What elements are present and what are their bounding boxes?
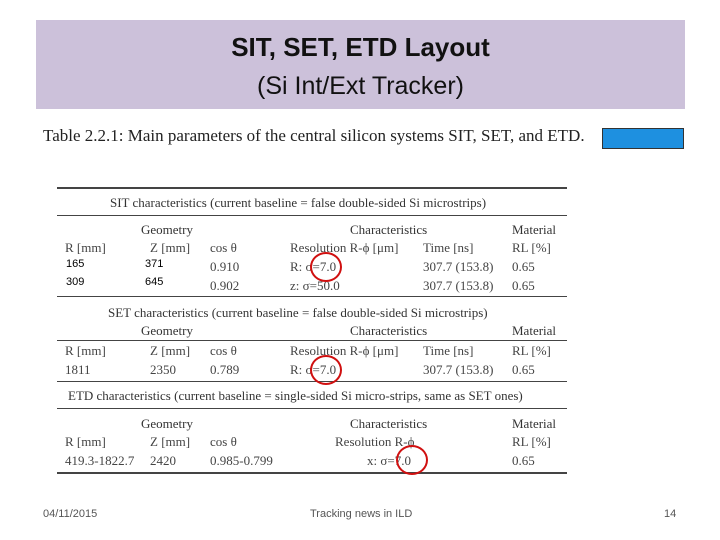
set-row1-z: 2350 (150, 362, 176, 377)
set-group-geometry: Geometry (141, 323, 193, 338)
sit-row2-res: z: σ=50.0 (290, 278, 340, 293)
sit-row2-rl: 0.65 (512, 278, 535, 293)
set-col-time: Time [ns] (423, 343, 474, 358)
table-caption: Table 2.2.1: Main parameters of the central silicon systems SIT, SET, and ETD. (43, 126, 585, 145)
highlight-circle-etd (396, 445, 428, 475)
table-rule (57, 340, 567, 341)
sit-row2-r: 309 (66, 276, 85, 288)
highlight-circle-set (310, 355, 342, 385)
highlight-box (602, 128, 684, 149)
slide-subtitle: (Si Int/Ext Tracker) (257, 72, 464, 100)
etd-col-r: R [mm] (65, 434, 106, 449)
set-col-rl: RL [%] (512, 343, 551, 358)
sit-col-cos: cos θ (210, 240, 237, 255)
etd-col-z: Z [mm] (150, 434, 191, 449)
etd-group-characteristics: Characteristics (350, 416, 428, 431)
etd-heading: ETD characteristics (current baseline = single-sided Si micro-strips, same as SET ones) (68, 388, 523, 403)
footer-date: 04/11/2015 (43, 508, 98, 520)
slide-title: SIT, SET, ETD Layout (231, 32, 490, 62)
set-col-z: Z [mm] (150, 343, 191, 358)
set-col-r: R [mm] (65, 343, 106, 358)
sit-heading: SIT characteristics (current baseline = false double-sided Si microstrips) (110, 195, 487, 210)
set-col-cos: cos θ (210, 343, 237, 358)
table-rule (57, 381, 567, 382)
table-rule (57, 296, 567, 297)
sit-col-resolution: Resolution R-ϕ [μm] (290, 240, 399, 255)
etd-col-cos: cos θ (210, 434, 237, 449)
sit-col-z: Z [mm] (150, 240, 191, 255)
set-heading: SET characteristics (current baseline = false double-sided Si microstrips) (108, 305, 488, 320)
etd-col-rl: RL [%] (512, 434, 551, 449)
sit-col-time: Time [ns] (423, 240, 474, 255)
footer-title: Tracking news in ILD (310, 508, 413, 520)
etd-group-geometry: Geometry (141, 416, 193, 431)
set-row1-rl: 0.65 (512, 362, 535, 377)
table-rule (57, 408, 567, 409)
set-col-resolution: Resolution R-ϕ [μm] (290, 343, 399, 358)
sit-col-rl: RL [%] (512, 240, 551, 255)
sit-row1-time: 307.7 (153.8) (423, 259, 494, 274)
table-rule (57, 215, 567, 216)
set-row1-res: R: σ=7.0 (290, 362, 337, 377)
etd-row1-cos: 0.985-0.799 (210, 453, 273, 468)
slide-title-band (36, 20, 685, 109)
etd-row1-res: x: σ=7.0 (367, 453, 411, 468)
set-group-characteristics: Characteristics (350, 323, 428, 338)
sit-row2-z: 645 (145, 276, 164, 288)
sit-group-geometry: Geometry (141, 222, 193, 237)
etd-row1-r: 419.3-1822.7 (65, 453, 135, 468)
set-row1-time: 307.7 (153.8) (423, 362, 494, 377)
etd-row1-z: 2420 (150, 453, 176, 468)
etd-group-material: Material (512, 416, 557, 431)
etd-row1-rl: 0.65 (512, 453, 535, 468)
set-group-material: Material (512, 323, 557, 338)
sit-col-r: R [mm] (65, 240, 106, 255)
set-row1-cos: 0.789 (210, 362, 240, 377)
table-rule-top (57, 187, 567, 189)
highlight-circle-sit (310, 252, 342, 282)
sit-group-material: Material (512, 222, 557, 237)
etd-col-resolution: Resolution R-ϕ (335, 434, 415, 449)
sit-row1-r: 165 (66, 258, 85, 270)
sit-row1-res: R: σ=7.0 (290, 259, 337, 274)
page-number: 14 (664, 508, 677, 520)
sit-row1-cos: 0.910 (210, 259, 240, 274)
sit-row2-time: 307.7 (153.8) (423, 278, 494, 293)
sit-row1-z: 371 (145, 258, 164, 270)
table-rule-bottom (57, 472, 567, 474)
sit-row2-cos: 0.902 (210, 278, 240, 293)
sit-group-characteristics: Characteristics (350, 222, 428, 237)
set-row1-r: 1811 (65, 362, 91, 377)
sit-row1-rl: 0.65 (512, 259, 535, 274)
